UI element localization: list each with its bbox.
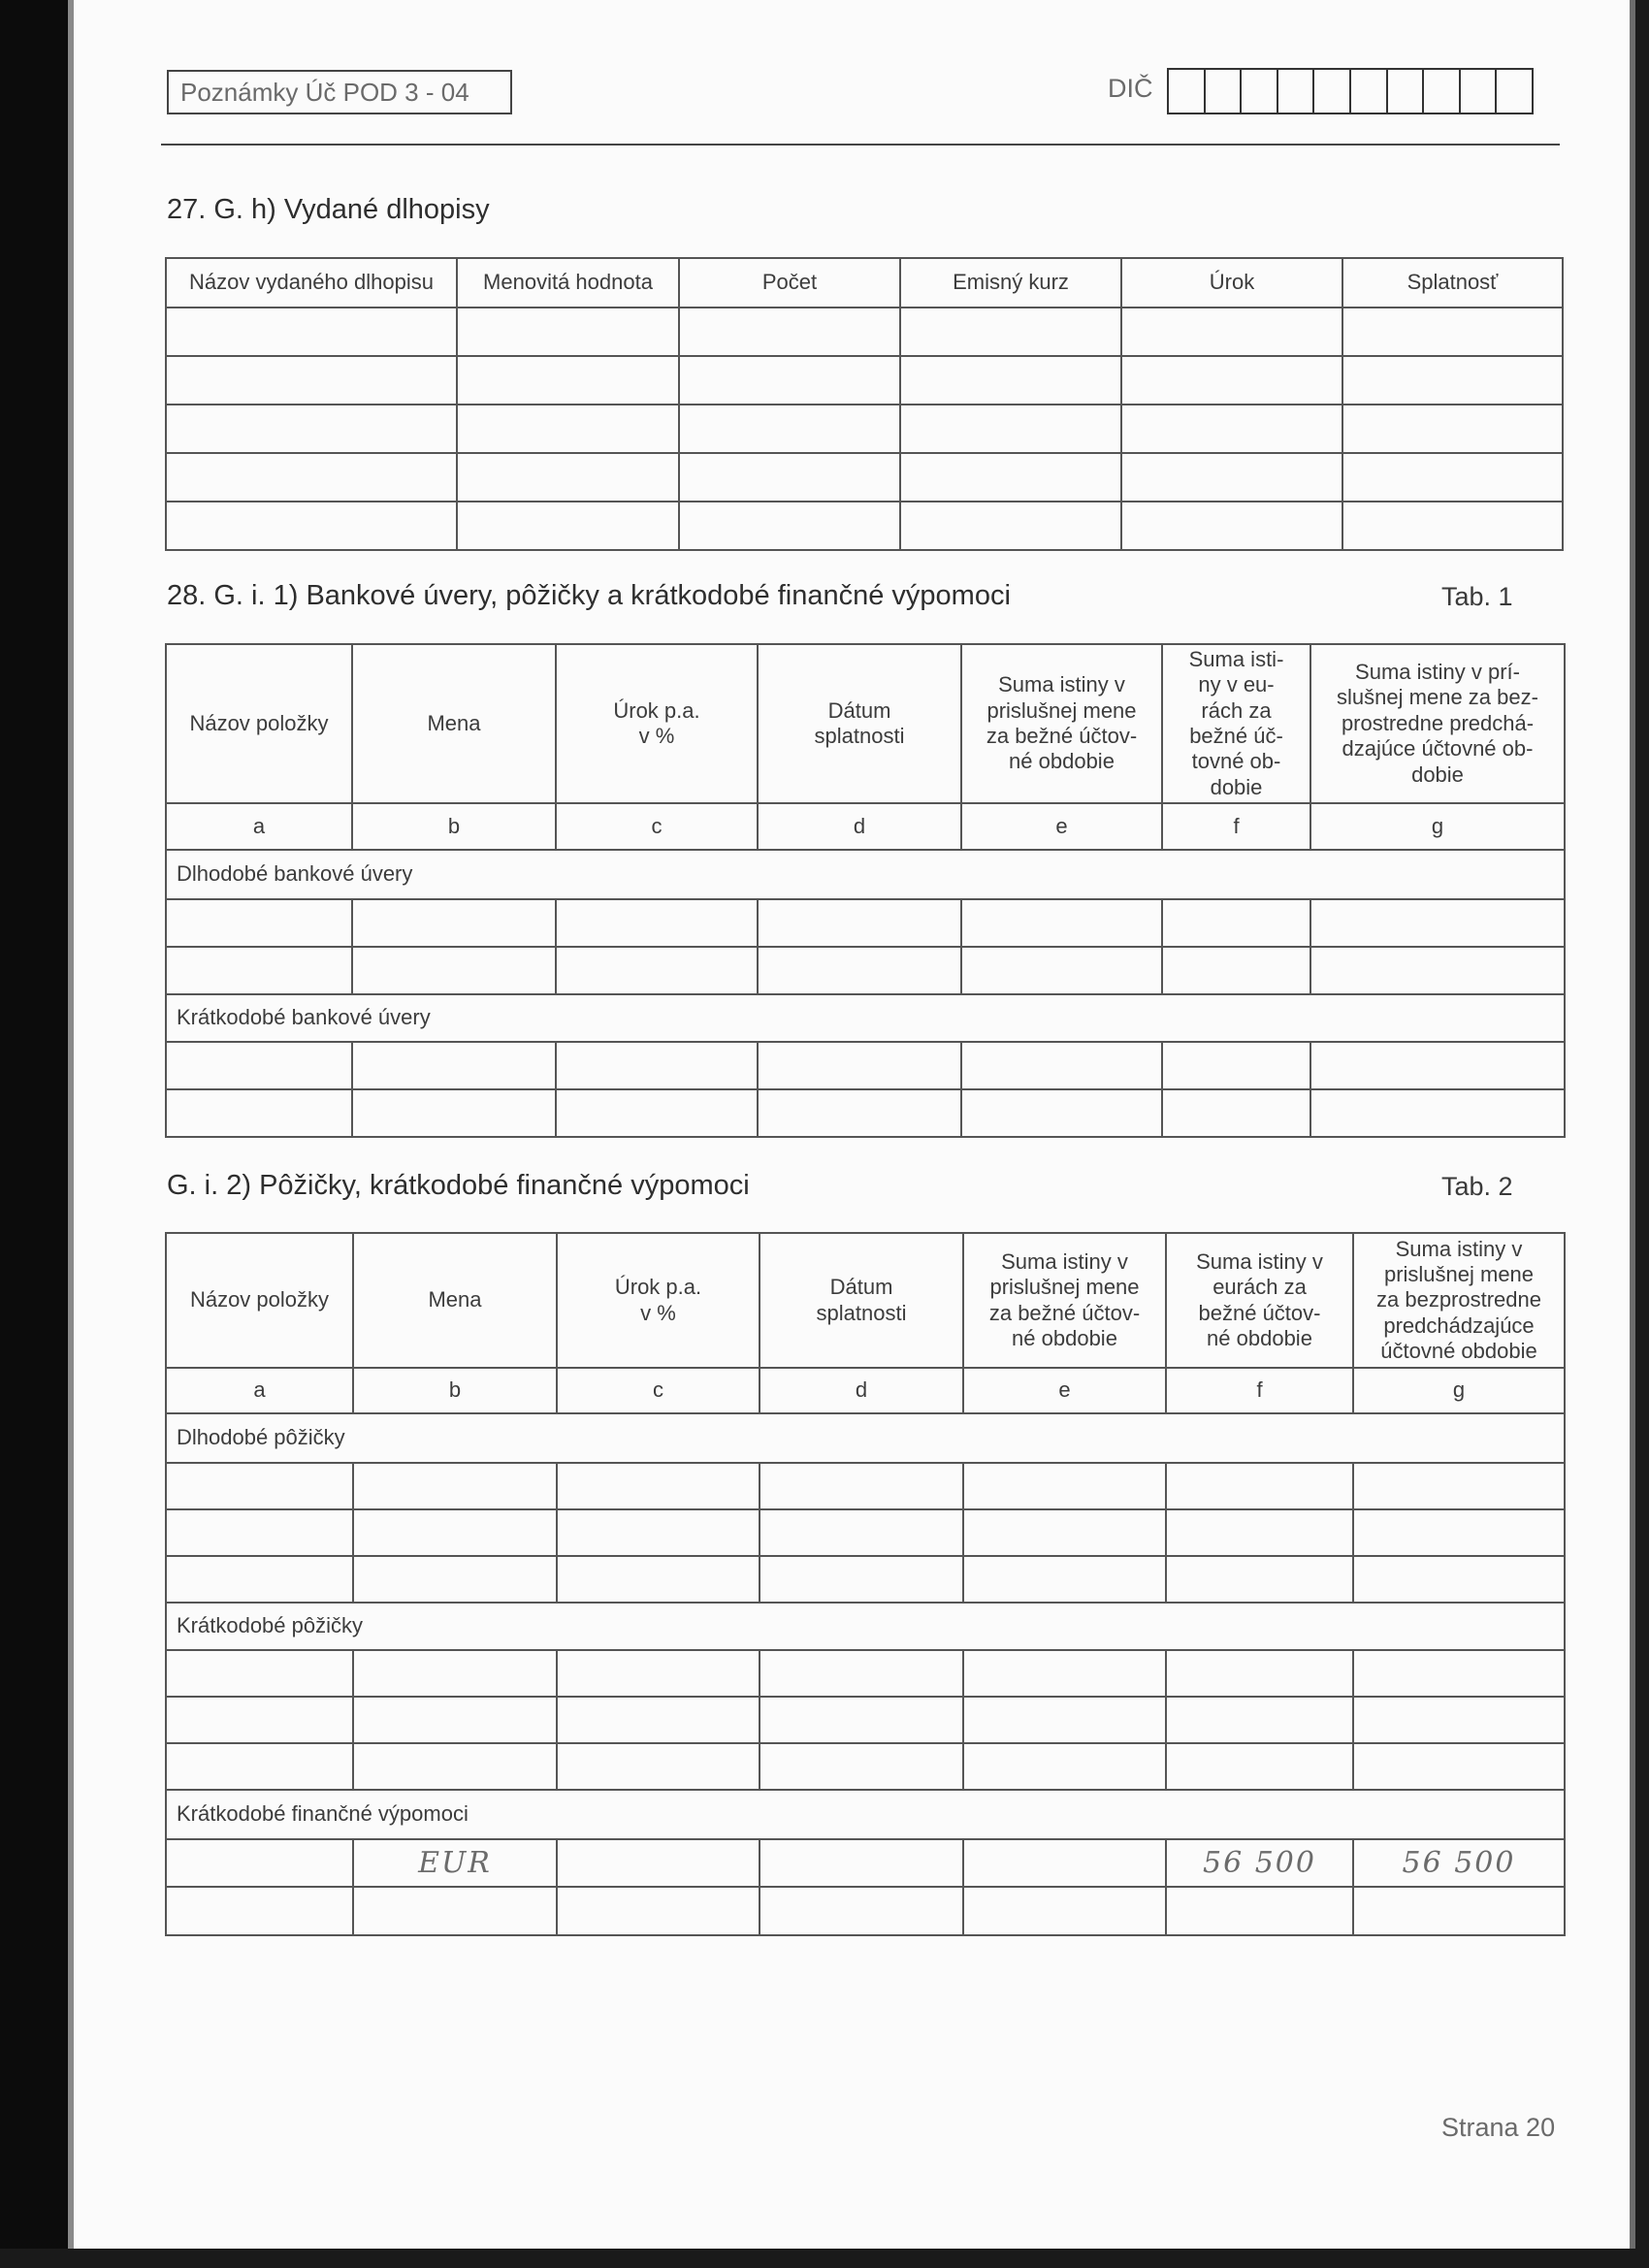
- cell[interactable]: [353, 1463, 557, 1509]
- cell[interactable]: [760, 1650, 963, 1697]
- loans-table: [165, 1232, 1566, 1936]
- col-header: Emisný kurz: [900, 258, 1121, 308]
- cell[interactable]: [1166, 1743, 1353, 1790]
- group-row: [166, 850, 1565, 899]
- page-number: Strana 20: [1441, 2113, 1556, 2142]
- table-row: [166, 1650, 1565, 1697]
- table-row-handwritten: [166, 1839, 1565, 1887]
- col-header: Suma istiny v eurách za bežné účtov- né obdobie: [1166, 1233, 1353, 1368]
- cell[interactable]: [961, 899, 1162, 947]
- dic-digit-box[interactable]: [1169, 68, 1206, 114]
- cell[interactable]: [1121, 502, 1342, 550]
- loans-header-row: [166, 1233, 1565, 1368]
- dic-digit-box[interactable]: [1388, 68, 1425, 114]
- col-header: Počet: [679, 258, 900, 308]
- col-letter: e: [963, 1368, 1166, 1413]
- cell[interactable]: [963, 1743, 1166, 1790]
- letters-row: [166, 803, 1565, 850]
- cell[interactable]: [166, 1697, 353, 1743]
- col-letter: f: [1166, 1368, 1353, 1413]
- cell[interactable]: [557, 1463, 760, 1509]
- cell[interactable]: [679, 405, 900, 453]
- cell[interactable]: [166, 1743, 353, 1790]
- dic-digit-box[interactable]: [1278, 68, 1315, 114]
- group-label: Krátkodobé pôžičky: [166, 1603, 1565, 1650]
- cell[interactable]: [166, 1887, 353, 1935]
- cell[interactable]: [1310, 899, 1565, 947]
- section-28-title: 28. G. i. 1) Bankové úvery, pôžičky a krátkodobé finančné výpomoci: [167, 580, 1011, 611]
- table-row: [166, 1887, 1565, 1935]
- bonds-table: [165, 257, 1564, 551]
- col-header: Názov položky: [166, 644, 352, 803]
- cell[interactable]: [1342, 356, 1563, 405]
- cell[interactable]: [353, 1697, 557, 1743]
- group-label: Krátkodobé bankové úvery: [166, 994, 1565, 1042]
- group-label: Dlhodobé bankové úvery: [166, 850, 1565, 899]
- scan-border-left-shade: [68, 0, 74, 2268]
- col-header: Dátum splatnosti: [760, 1233, 963, 1368]
- handwritten-currency: EUR: [418, 1845, 492, 1880]
- cell[interactable]: [556, 899, 758, 947]
- cell[interactable]: [1166, 1650, 1353, 1697]
- col-letter: d: [758, 803, 961, 850]
- cell[interactable]: [166, 1650, 353, 1697]
- cell[interactable]: [679, 356, 900, 405]
- handwritten-amount-previous: 56 500: [1402, 1845, 1516, 1880]
- table-row: [166, 308, 1563, 356]
- cell-suma-predch[interactable]: [1353, 1839, 1565, 1887]
- cell[interactable]: [166, 899, 352, 947]
- dic-digit-box[interactable]: [1242, 68, 1278, 114]
- cell[interactable]: [1353, 1650, 1565, 1697]
- dic-digit-box[interactable]: [1497, 68, 1534, 114]
- table-row: [166, 405, 1563, 453]
- col-header: Úrok p.a. v %: [557, 1233, 760, 1368]
- cell[interactable]: [679, 453, 900, 502]
- col-letter: c: [556, 803, 758, 850]
- cell[interactable]: [900, 356, 1121, 405]
- table-row: [166, 1089, 1565, 1137]
- group-label: Dlhodobé pôžičky: [166, 1413, 1565, 1463]
- cell[interactable]: [963, 1556, 1166, 1603]
- cell[interactable]: [900, 502, 1121, 550]
- col-letter: b: [352, 803, 556, 850]
- cell[interactable]: [963, 1650, 1166, 1697]
- cell[interactable]: [1162, 1042, 1310, 1089]
- cell[interactable]: [1162, 1089, 1310, 1137]
- cell[interactable]: [353, 1650, 557, 1697]
- table-row: [166, 1743, 1565, 1790]
- cell[interactable]: [760, 1556, 963, 1603]
- col-header: Úrok: [1121, 258, 1342, 308]
- cell[interactable]: [557, 1887, 760, 1935]
- cell[interactable]: [557, 1743, 760, 1790]
- cell[interactable]: [353, 1509, 557, 1556]
- cell[interactable]: [1166, 1887, 1353, 1935]
- section-g2-title: G. i. 2) Pôžičky, krátkodobé finančné výpomoci: [167, 1170, 750, 1201]
- letters-row: [166, 1368, 1565, 1413]
- scan-border-right-shade: [1630, 0, 1635, 2268]
- cell[interactable]: [166, 308, 457, 356]
- cell[interactable]: [1166, 1463, 1353, 1509]
- cell[interactable]: [1310, 1089, 1565, 1137]
- cell[interactable]: [1162, 899, 1310, 947]
- cell[interactable]: [963, 1887, 1166, 1935]
- cell[interactable]: [760, 1839, 963, 1887]
- table-row: [166, 899, 1565, 947]
- cell[interactable]: [1121, 308, 1342, 356]
- cell[interactable]: [557, 1556, 760, 1603]
- cell[interactable]: [760, 1509, 963, 1556]
- tab-2-label: Tab. 2: [1441, 1172, 1513, 1201]
- cell[interactable]: [557, 1650, 760, 1697]
- cell[interactable]: [166, 1556, 353, 1603]
- cell[interactable]: [961, 1042, 1162, 1089]
- cell[interactable]: [758, 1089, 961, 1137]
- cell[interactable]: [166, 502, 457, 550]
- col-letter: g: [1353, 1368, 1565, 1413]
- cell[interactable]: [166, 453, 457, 502]
- cell[interactable]: [457, 502, 679, 550]
- cell[interactable]: [556, 947, 758, 994]
- col-header: Menovitá hodnota: [457, 258, 679, 308]
- cell[interactable]: [166, 1042, 352, 1089]
- cell[interactable]: [352, 1042, 556, 1089]
- cell[interactable]: [557, 1839, 760, 1887]
- cell[interactable]: [457, 308, 679, 356]
- cell[interactable]: [1162, 947, 1310, 994]
- scan-border-right: [1635, 0, 1649, 2268]
- cell[interactable]: [760, 1697, 963, 1743]
- group-row: [166, 1413, 1565, 1463]
- col-header: Suma istiny v prislušnej mene za bežné účtov- né obdobie: [961, 644, 1162, 803]
- cell-suma-eur[interactable]: [1166, 1839, 1353, 1887]
- cell[interactable]: [457, 356, 679, 405]
- cell[interactable]: [352, 1089, 556, 1137]
- col-header: Dátum splatnosti: [758, 644, 961, 803]
- col-letter: a: [166, 803, 352, 850]
- dic-digit-box[interactable]: [1314, 68, 1351, 114]
- cell[interactable]: [166, 356, 457, 405]
- table-row: [166, 1042, 1565, 1089]
- col-letter: f: [1162, 803, 1310, 850]
- cell[interactable]: [1342, 308, 1563, 356]
- cell[interactable]: [457, 405, 679, 453]
- col-header: Suma istiny v prí- slušnej mene za bez- prostredne predchá- dzajúce účtovné ob- dobie: [1310, 644, 1565, 803]
- cell[interactable]: [1121, 356, 1342, 405]
- cell[interactable]: [1166, 1509, 1353, 1556]
- cell[interactable]: [963, 1839, 1166, 1887]
- cell[interactable]: [1166, 1556, 1353, 1603]
- col-header: Mena: [353, 1233, 557, 1368]
- col-letter: e: [961, 803, 1162, 850]
- cell[interactable]: [760, 1887, 963, 1935]
- cell[interactable]: [166, 947, 352, 994]
- table-row: [166, 1509, 1565, 1556]
- cell[interactable]: [557, 1697, 760, 1743]
- col-header: Úrok p.a. v %: [556, 644, 758, 803]
- cell[interactable]: [1353, 1463, 1565, 1509]
- cell[interactable]: [1353, 1556, 1565, 1603]
- handwritten-amount-eur: 56 500: [1203, 1845, 1316, 1880]
- dic-digit-box[interactable]: [1461, 68, 1498, 114]
- tab-1-label: Tab. 1: [1441, 582, 1513, 611]
- cell[interactable]: [166, 1509, 353, 1556]
- group-row: [166, 1603, 1565, 1650]
- cell[interactable]: [679, 308, 900, 356]
- table-row: [166, 1697, 1565, 1743]
- form-label-box: Poznámky Úč POD 3 - 04: [167, 70, 512, 114]
- col-header: Názov položky: [166, 1233, 353, 1368]
- cell-mena[interactable]: [353, 1839, 557, 1887]
- cell[interactable]: [352, 899, 556, 947]
- col-header: Suma isti- ny v eu- rách za bežné úč- tovné ob- dobie: [1162, 644, 1310, 803]
- cell[interactable]: [760, 1463, 963, 1509]
- col-letter: c: [557, 1368, 760, 1413]
- col-letter: b: [353, 1368, 557, 1413]
- cell[interactable]: [353, 1887, 557, 1935]
- cell[interactable]: [166, 1839, 353, 1887]
- dic-label: DIČ: [1108, 74, 1153, 103]
- table-row: [166, 1556, 1565, 1603]
- bank-loans-header-row: [166, 644, 1565, 803]
- cell[interactable]: [900, 453, 1121, 502]
- cell[interactable]: [556, 1042, 758, 1089]
- cell[interactable]: [1342, 405, 1563, 453]
- cell[interactable]: [758, 947, 961, 994]
- cell[interactable]: [1121, 453, 1342, 502]
- cell[interactable]: [353, 1556, 557, 1603]
- table-row: [166, 1463, 1565, 1509]
- scan-border-left: [0, 0, 68, 2268]
- dic-digit-box[interactable]: [1351, 68, 1388, 114]
- col-header: Názov vydaného dlhopisu: [166, 258, 457, 308]
- dic-digit-box[interactable]: [1424, 68, 1461, 114]
- section-27-title: 27. G. h) Vydané dlhopisy: [167, 194, 490, 225]
- cell[interactable]: [166, 405, 457, 453]
- cell[interactable]: [557, 1509, 760, 1556]
- col-header: Suma istiny v prislušnej mene za bežné účtov- né obdobie: [963, 1233, 1166, 1368]
- cell[interactable]: [353, 1743, 557, 1790]
- cell[interactable]: [1353, 1887, 1565, 1935]
- table-row: [166, 356, 1563, 405]
- cell[interactable]: [758, 1042, 961, 1089]
- cell[interactable]: [961, 1089, 1162, 1137]
- cell[interactable]: [900, 405, 1121, 453]
- col-header: Splatnosť: [1342, 258, 1563, 308]
- cell[interactable]: [963, 1463, 1166, 1509]
- bank-loans-table: [165, 643, 1566, 1138]
- table-row: [166, 453, 1563, 502]
- col-letter: g: [1310, 803, 1565, 850]
- cell[interactable]: [556, 1089, 758, 1137]
- table-row: [166, 502, 1563, 550]
- cell[interactable]: [1342, 502, 1563, 550]
- group-row: [166, 994, 1565, 1042]
- group-label: Krátkodobé finančné výpomoci: [166, 1790, 1565, 1839]
- cell[interactable]: [961, 947, 1162, 994]
- cell[interactable]: [758, 899, 961, 947]
- table-row: [166, 947, 1565, 994]
- col-letter: a: [166, 1368, 353, 1413]
- header-divider: [161, 144, 1560, 146]
- group-row: [166, 1790, 1565, 1839]
- cell[interactable]: [1342, 453, 1563, 502]
- dic-digit-box[interactable]: [1206, 68, 1243, 114]
- cell[interactable]: [963, 1697, 1166, 1743]
- cell[interactable]: [166, 1089, 352, 1137]
- dic-input-boxes[interactable]: [1167, 68, 1534, 114]
- cell[interactable]: [1353, 1743, 1565, 1790]
- cell[interactable]: [679, 502, 900, 550]
- cell[interactable]: [457, 453, 679, 502]
- cell[interactable]: [1166, 1697, 1353, 1743]
- cell[interactable]: [963, 1509, 1166, 1556]
- cell[interactable]: [352, 947, 556, 994]
- scan-border-bottom: [0, 2249, 1649, 2268]
- cell[interactable]: [1310, 1042, 1565, 1089]
- col-header: Mena: [352, 644, 556, 803]
- cell[interactable]: [760, 1743, 963, 1790]
- cell[interactable]: [1121, 405, 1342, 453]
- cell[interactable]: [1353, 1509, 1565, 1556]
- col-header: Suma istiny v prislušnej mene za bezprostredne predchádzajúce účtovné obdobie: [1353, 1233, 1565, 1368]
- bonds-header-row: [166, 258, 1563, 308]
- cell[interactable]: [1353, 1697, 1565, 1743]
- cell[interactable]: [900, 308, 1121, 356]
- col-letter: d: [760, 1368, 963, 1413]
- cell[interactable]: [1310, 947, 1565, 994]
- cell[interactable]: [166, 1463, 353, 1509]
